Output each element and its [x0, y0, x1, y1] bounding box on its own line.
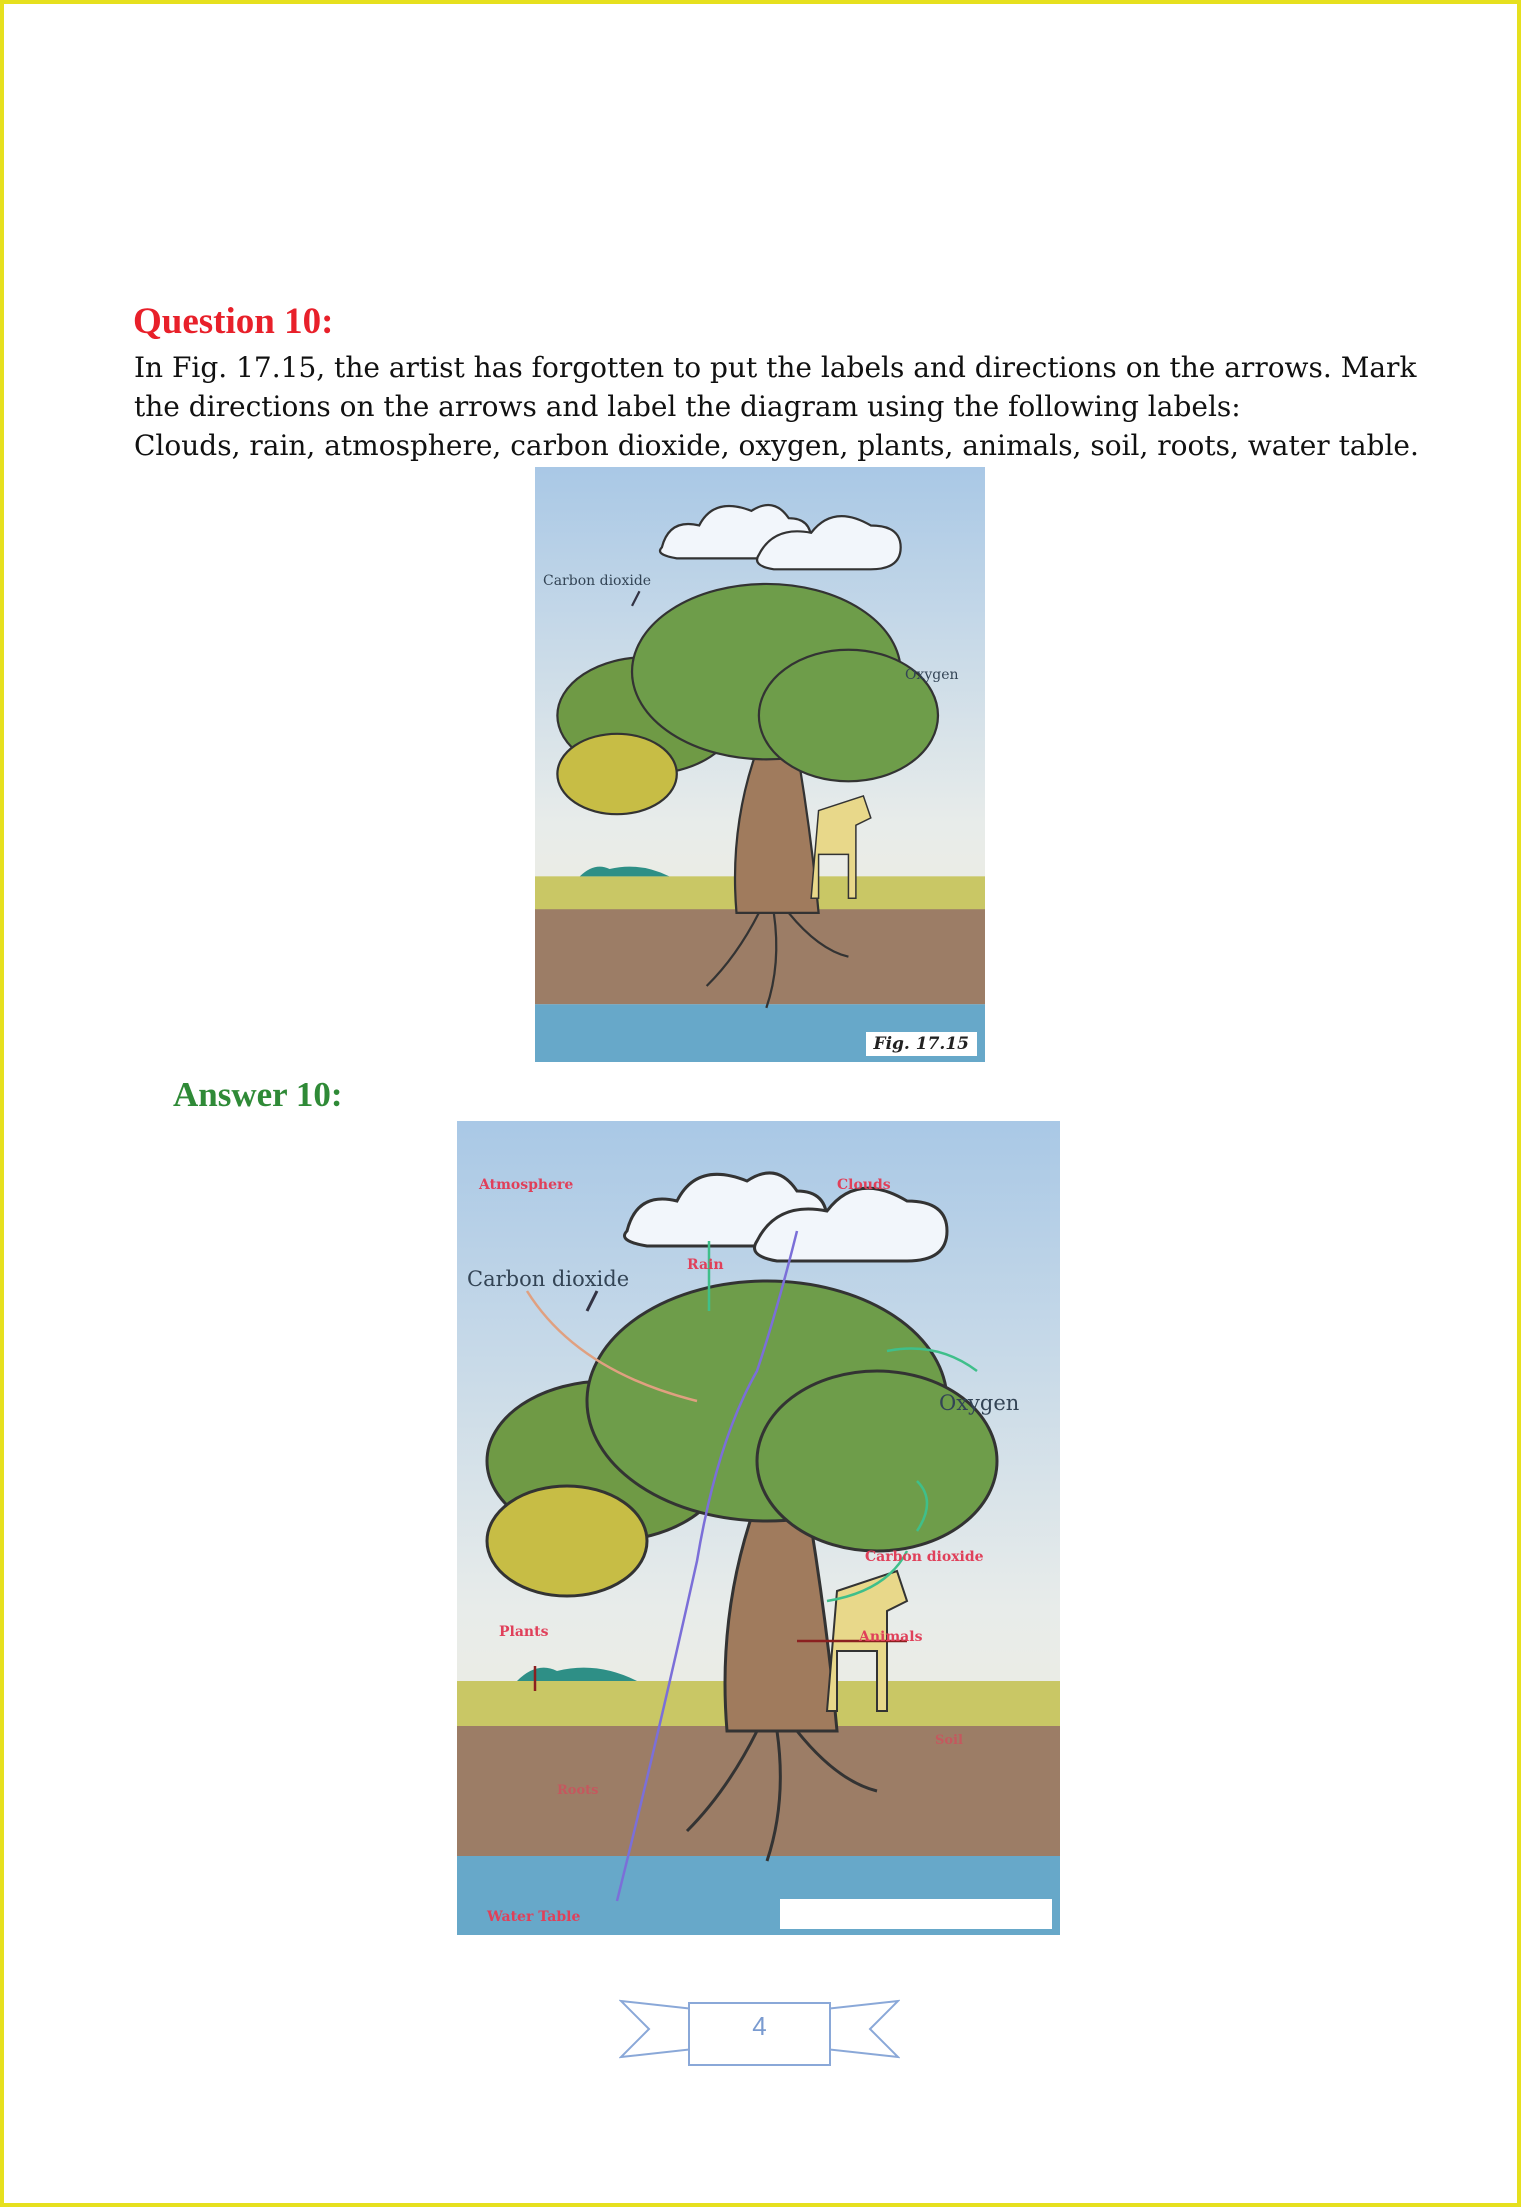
page-number-ribbon [619, 1991, 900, 2068]
question-title: Question 10: [133, 301, 334, 342]
label-carbon-dioxide-top: Carbon dioxide [467, 1267, 630, 1291]
labelled-tree-scene-image [457, 1121, 1060, 1935]
label-carbon-dioxide: Carbon dioxide [543, 573, 652, 589]
label-plants: Plants [499, 1624, 549, 1640]
figure-question-illustration [535, 467, 985, 1062]
label-soil: Soil [935, 1733, 963, 1748]
page-number: 4 [752, 2011, 767, 2041]
label-carbon-dioxide-animal: Carbon dioxide [865, 1549, 984, 1565]
answer-title: Answer 10: [173, 1075, 343, 1114]
label-rain: Rain [687, 1257, 724, 1273]
label-roots: Roots [557, 1783, 599, 1798]
label-clouds: Clouds [837, 1177, 891, 1193]
label-animals: Animals [859, 1629, 923, 1645]
label-oxygen: Oxygen [939, 1391, 1020, 1415]
figure-answer-illustration [457, 1121, 1060, 1935]
caption-cover [780, 1899, 1052, 1929]
label-atmosphere: Atmosphere [479, 1177, 574, 1193]
question-text [134, 348, 1434, 465]
question-line: In Fig. 17.15, the artist has forgotten to put the labels and directions on the arrows. Mark [134, 351, 1417, 384]
label-water-table: Water Table [487, 1909, 581, 1925]
figure-caption: Fig. 17.15 [866, 1032, 977, 1056]
question-line: Clouds, rain, atmosphere, carbon dioxide, oxygen, plants, animals, soil, roots, water table. [134, 429, 1419, 462]
label-oxygen: Oxygen [905, 667, 959, 683]
question-line: the directions on the arrows and label the diagram using the following labels: [134, 390, 1241, 423]
tree-scene-image [535, 467, 985, 1062]
